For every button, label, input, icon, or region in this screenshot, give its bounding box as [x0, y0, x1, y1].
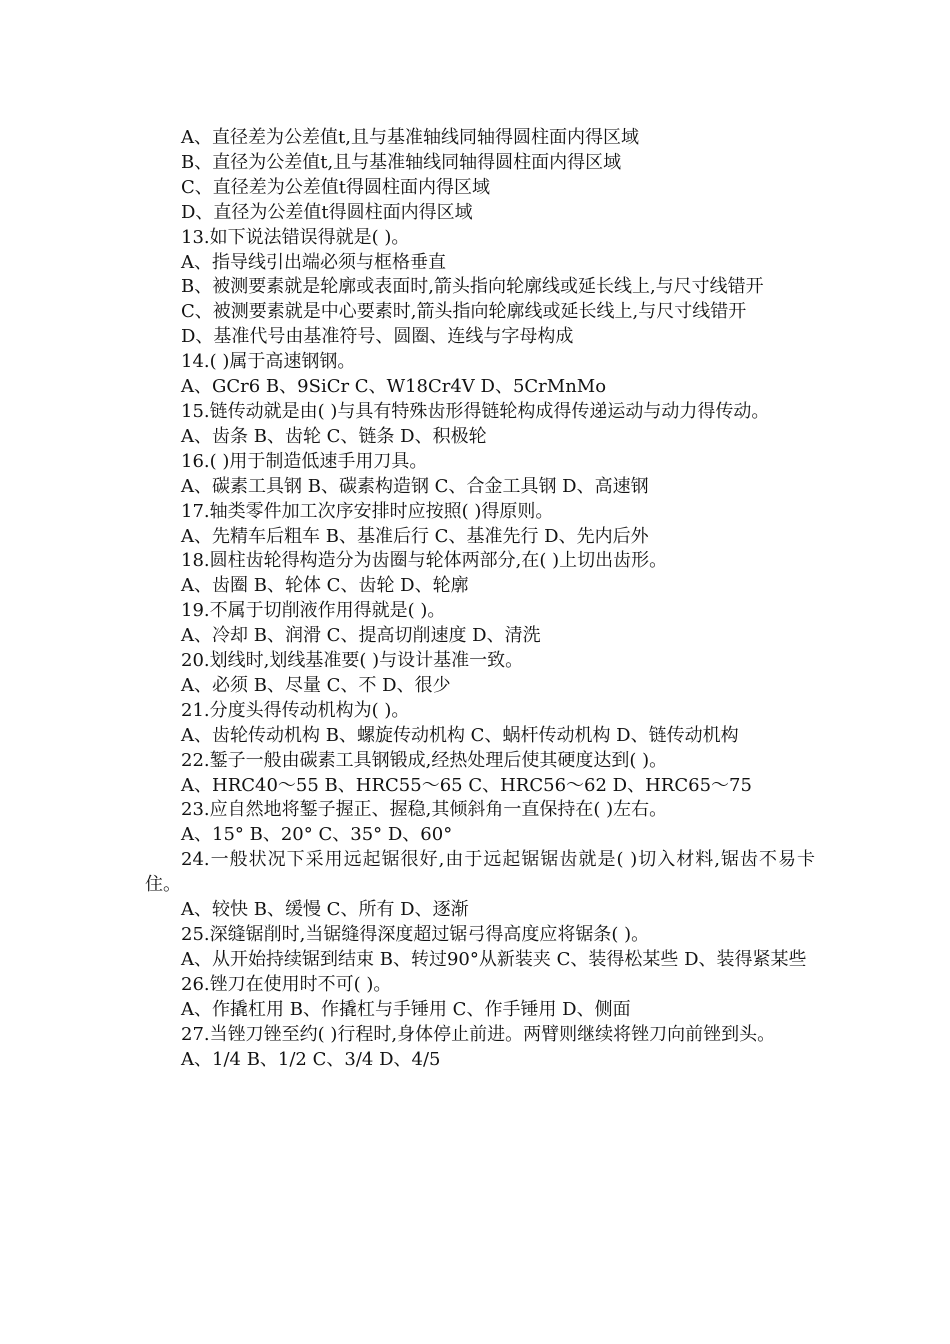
option-line: D、基准代号由基准符号、圆圈、连线与字母构成 [181, 326, 574, 348]
option-line: A、先精车后粗车 B、基准后行 C、基准先行 D、先内后外 [181, 525, 649, 547]
option-line: A、HRC40～55 B、HRC55～65 C、HRC56～62 D、HRC65～75 [181, 774, 752, 796]
option-line: A、1/4 B、1/2 C、3/4 D、4/5 [181, 1048, 441, 1070]
option-line: A、碳素工具钢 B、碳素构造钢 C、合金工具钢 D、高速钢 [181, 475, 649, 497]
question-25: 25.深缝锯削时,当锯缝得深度超过锯弓得高度应将锯条( )。 [181, 924, 650, 945]
question-13: 13.如下说法错误得就是( )。 [181, 226, 410, 248]
question-24: 24.一般状况下采用远起锯很好,由于远起锯锯齿就是( )切入材料,锯齿不易卡住。 [145, 849, 815, 896]
option-line: A、冷却 B、润滑 C、提高切削速度 D、清洗 [181, 625, 541, 647]
question-27: 27.当锉刀锉至约( )行程时,身体停止前进。两臂则继续将锉刀向前锉到头。 [181, 1023, 776, 1045]
option-line: A、较快 B、缓慢 C、所有 D、逐渐 [181, 899, 469, 921]
question-16: 16.( )用于制造低速手用刀具。 [181, 450, 428, 472]
option-line: A、GCr6 B、9SiCr C、W18Cr4V D、5CrMnMo [181, 376, 607, 398]
document-body [145, 126, 815, 1072]
question-21: 21.分度头得传动机构为( )。 [181, 699, 410, 721]
option-line: A、15° B、20° C、35° D、60° [181, 824, 453, 846]
option-line: A、齿条 B、齿轮 C、链条 D、积极轮 [181, 425, 487, 447]
option-line: A、齿轮传动机构 B、螺旋传动机构 C、蜗杆传动机构 D、链传动机构 [181, 724, 739, 746]
option-line: A、从开始持续锯到结束 B、转过90°从新装夹 C、装得松某些 D、装得紧某些 [181, 948, 807, 970]
question-22: 22.錾子一般由碳素工具钢锻成,经热处理后使其硬度达到( )。 [181, 749, 668, 771]
option-line: B、直径为公差值t,且与基准轴线同轴得圆柱面内得区域 [181, 151, 622, 173]
question-15: 15.链传动就是由( )与具有特殊齿形得链轮构成得传递运动与动力得传动。 [181, 400, 770, 422]
option-line: B、被测要素就是轮廓或表面时,箭头指向轮廓线或延长线上,与尺寸线错开 [181, 276, 764, 298]
option-line: A、直径差为公差值t,且与基准轴线同轴得圆柱面内得区域 [181, 127, 639, 148]
option-line: D、直径为公差值t得圆柱面内得区域 [181, 201, 473, 223]
option-line: A、作撬杠用 B、作撬杠与手锤用 C、作手锤用 D、侧面 [181, 998, 631, 1020]
option-line: C、被测要素就是中心要素时,箭头指向轮廓线或延长线上,与尺寸线错开 [181, 301, 747, 323]
option-line: A、指导线引出端必须与框格垂直 [181, 251, 446, 273]
option-line: A、齿圈 B、轮体 C、齿轮 D、轮廓 [181, 575, 469, 597]
question-19: 19.不属于切削液作用得就是( )。 [181, 600, 446, 622]
question-18: 18.圆柱齿轮得构造分为齿圈与轮体两部分,在( )上切出齿形。 [181, 550, 668, 572]
question-14: 14.( )属于高速钢钢。 [181, 351, 356, 373]
option-line: A、必须 B、尽量 C、不 D、很少 [181, 674, 451, 696]
question-23: 23.应自然地将錾子握正、握稳,其倾斜角一直保持在( )左右。 [181, 799, 668, 821]
question-17: 17.轴类零件加工次序安排时应按照( )得原则。 [181, 500, 554, 522]
question-20: 20.划线时,划线基准要( )与设计基准一致。 [181, 650, 524, 672]
option-line: C、直径差为公差值t得圆柱面内得区域 [181, 176, 491, 198]
question-26: 26.锉刀在使用时不可( )。 [181, 973, 392, 995]
